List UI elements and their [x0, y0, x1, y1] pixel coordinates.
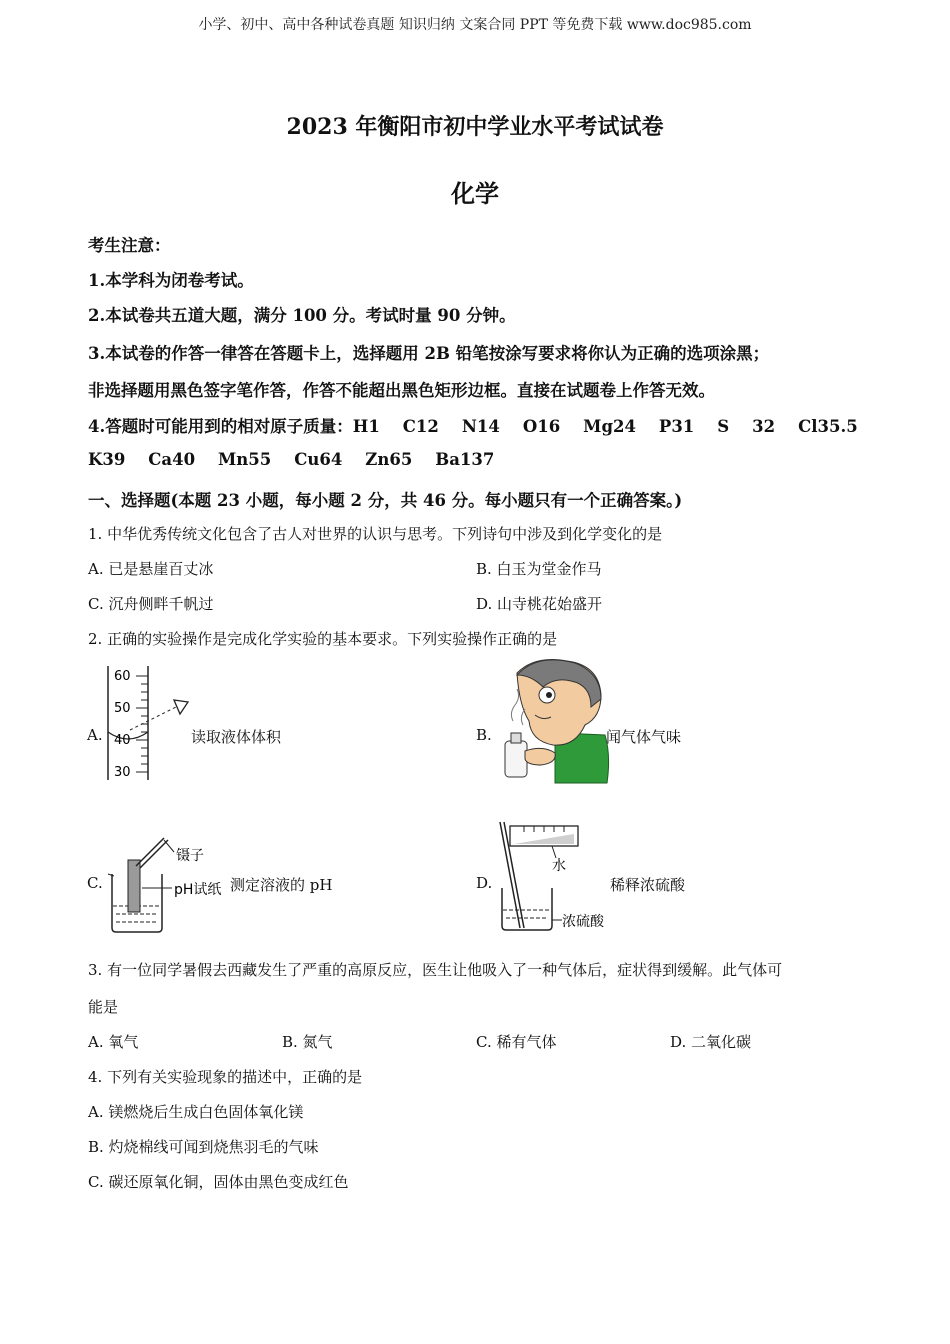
q1-option-a: A. 已是悬崖百丈冰: [88, 560, 214, 578]
q2-option-c-caption: 测定溶液的 pH: [230, 876, 333, 894]
q2-option-d-caption: 稀释浓硫酸: [610, 876, 686, 894]
notice-item-4-cont: K39 Ca40 Mn55 Cu64 Zn65 Ba137: [88, 450, 495, 469]
q2-stem: 2. 正确的实验操作是完成化学实验的基本要求。下列实验操作正确的是: [88, 630, 558, 648]
notice-item-1: 1.本学科为闭卷考试。: [88, 271, 254, 290]
measuring-cylinder-figure: [100, 662, 210, 787]
tick-label-30: 30: [114, 765, 131, 780]
tick-label-60: 60: [114, 669, 131, 684]
eye-icon: [174, 700, 188, 714]
notice-item-3-cont: 非选择题用黑色签字笔作答，作答不能超出黑色矩形边框。直接在试题卷上作答无效。: [88, 381, 715, 400]
label-water: 水: [552, 858, 566, 874]
exam-title: 2023 年衡阳市初中学业水平考试试卷: [286, 114, 664, 140]
label-tweezers: 镊子: [176, 848, 204, 864]
q2-option-b-letter: B.: [476, 726, 492, 744]
q2-option-a-letter: A.: [87, 726, 103, 744]
diluting-acid-figure: [494, 818, 624, 934]
q3-option-b: B. 氮气: [282, 1033, 333, 1051]
q2-option-c-letter: C.: [87, 874, 103, 892]
q3-option-c: C. 稀有气体: [476, 1033, 557, 1051]
q1-option-d: D. 山寺桃花始盛开: [476, 595, 603, 613]
q4-option-b: B. 灼烧棉线可闻到烧焦羽毛的气味: [88, 1138, 319, 1156]
ph-test-figure: [104, 828, 234, 934]
q1-option-c: C. 沉舟侧畔千帆过: [88, 595, 214, 613]
q4-option-a: A. 镁燃烧后生成白色固体氧化镁: [88, 1103, 304, 1121]
eye-icon: [546, 692, 552, 698]
notice-item-4: 4.答题时可能用到的相对原子质量：H1 C12 N14 O16 Mg24 P31 S 32 Cl35.5: [88, 417, 858, 436]
q1-stem: 1. 中华优秀传统文化包含了古人对世界的认识与思考。下列诗句中涉及到化学变化的是: [88, 525, 663, 543]
notice-heading: 考生注意：: [88, 236, 171, 255]
tick-label-50: 50: [114, 701, 131, 716]
smelling-gas-figure: [495, 655, 610, 787]
q3-option-a: A. 氧气: [88, 1033, 139, 1051]
q3-stem-line1: 3. 有一位同学暑假去西藏发生了严重的高原反应，医生让他吸入了一种气体后，症状得到缓解。此气体可: [88, 961, 783, 979]
label-conc-acid: 浓硫酸: [562, 914, 604, 930]
exam-subject: 化学: [451, 179, 499, 208]
label-ph-paper: pH试纸: [174, 882, 222, 898]
notice-item-2: 2.本试卷共五道大题，满分 100 分。考试时量 90 分钟。: [88, 306, 516, 325]
tick-label-40: 40: [114, 733, 131, 748]
q3-stem-line2: 能是: [88, 998, 119, 1016]
q1-option-b: B. 白玉为堂金作马: [476, 560, 602, 578]
q2-option-b-caption: 闻气体气味: [606, 728, 682, 746]
q4-option-c: C. 碳还原氧化铜，固体由黑色变成红色: [88, 1173, 349, 1191]
page-header: 小学、初中、高中各种试卷真题 知识归纳 文案合同 PPT 等免费下载 www.doc985.com: [198, 17, 752, 33]
q3-option-d: D. 二氧化碳: [670, 1033, 752, 1051]
q2-option-d-letter: D.: [476, 874, 493, 892]
q2-option-a-caption: 读取液体体积: [191, 728, 282, 746]
notice-item-3: 3.本试卷的作答一律答在答题卡上，选择题用 2B 铅笔按涂写要求将你认为正确的选项涂黑；: [88, 344, 770, 363]
section1-heading: 一、选择题(本题 23 小题，每小题 2 分，共 46 分。每小题只有一个正确答案。): [88, 491, 683, 510]
q4-stem: 4. 下列有关实验现象的描述中，正确的是: [88, 1068, 363, 1086]
